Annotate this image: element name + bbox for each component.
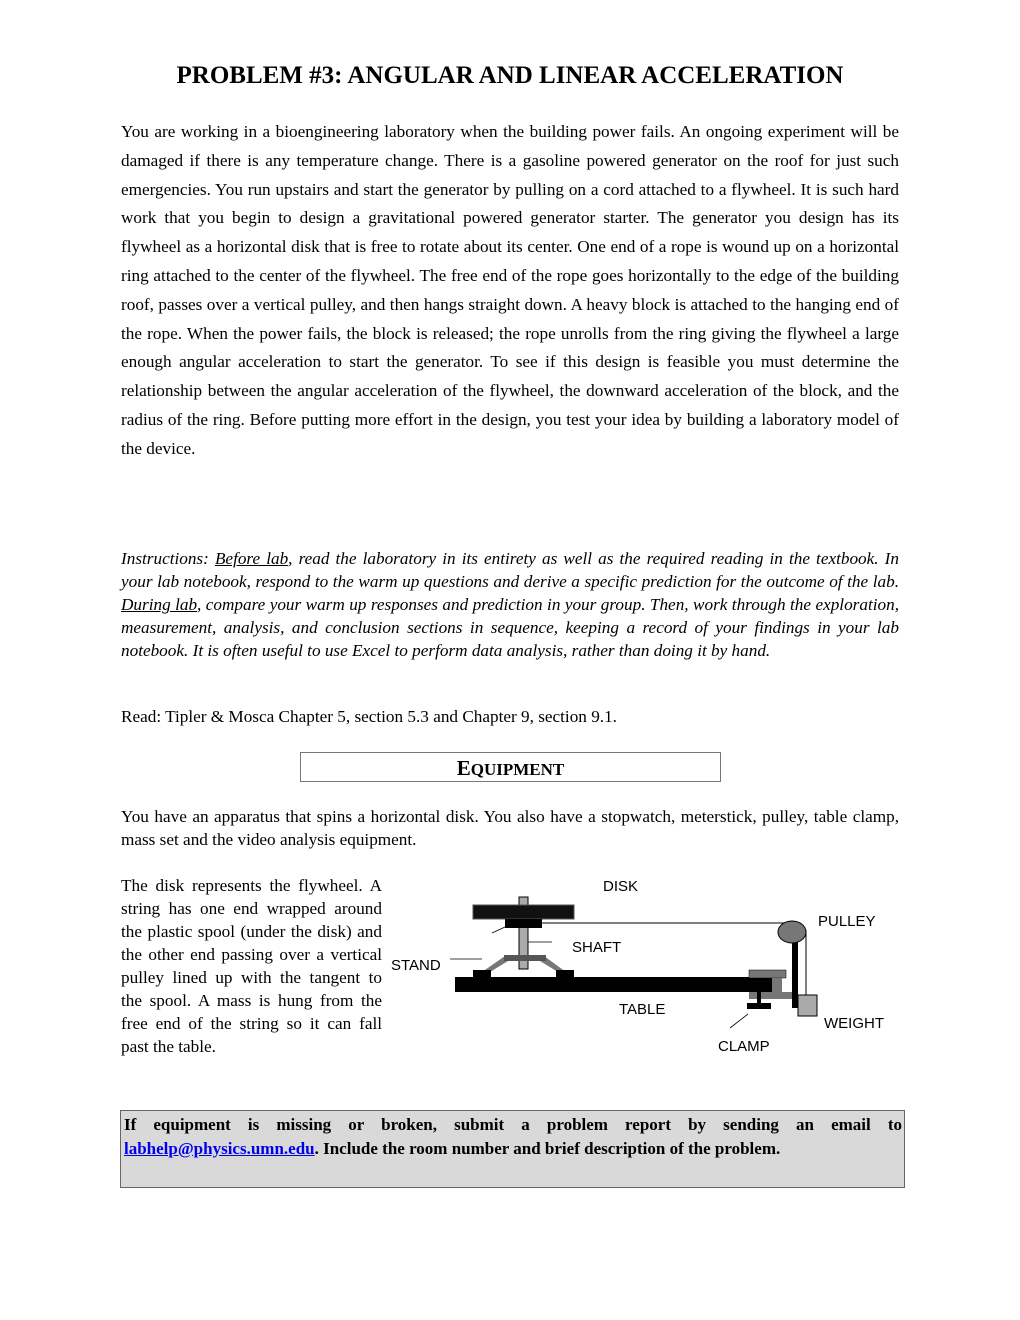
label-disk: DISK: [603, 878, 639, 895]
before-lab-text: Before lab: [214, 549, 289, 568]
label-clamp: CLAMP: [718, 1038, 770, 1055]
equipment-heading-rest: QUIPMENT: [470, 760, 565, 779]
during-lab-text: During lab: [121, 595, 198, 614]
instructions-part1: , read the laboratory in its entirety as well as the required reading in the textbook. In your lab notebook, respond to the warm up questions and derive a specific prediction for the outcome of the lab.: [121, 549, 899, 591]
label-shaft: SHAFT: [572, 939, 622, 956]
equipment-heading: [300, 752, 721, 782]
notice-text-end: . Include the room number and brief description of the problem.: [314, 1138, 781, 1158]
intro-paragraph: You are working in a bioengineering laboratory when the building power fails. An ongoing experiment will be damaged if there is any temperature change. There is a gasoline powered generator on the roof for just such emergencies. You run upstairs and start the generator by pulling on a cord attached to a flywheel. It is such hard work that you begin to design a gravitational powered generator starter. The generator you design has its flywheel as a horizontal disk that is free to rotate about its center. One end of a rope is wound up on a horizontal ring attached to the center of the flywheel. The free end of the rope goes horizontally to the edge of the building roof, passes over a vertical pulley, and then hangs straight down. A heavy block is attached to the hanging end of the rope. When the power fails, the block is released; the rope unrolls from the ring giving the flywheel a large enough angular acceleration to start the generator. To see if this design is feasible you must determine the relationship between the angular acceleration of the flywheel, the downward acceleration of the block, and the radius of the ring. Before putting more effort in the design, you test your idea by building a laboratory model of the device.: [121, 122, 899, 458]
notice-text: If equipment is missing or broken, submit a problem report by sending an email to: [124, 1115, 902, 1134]
label-weight: WEIGHT: [824, 1015, 884, 1032]
instructions-paragraph: [121, 547, 899, 662]
instructions-part2: , compare your warm up responses and prediction in your group. Then, work through the exploration, measurement, analysis, and conclusion sections in sequence, keeping a record of your findings in your lab notebook. It is often useful to use Excel to perform data analysis, rather than doing it by hand.: [121, 595, 899, 660]
instructions-lead: Instructions:: [121, 549, 215, 568]
equipment-problem-notice: [120, 1110, 905, 1188]
page-title: PROBLEM #3: ANGULAR AND LINEAR ACCELERATION: [176, 62, 844, 89]
label-stand: STAND: [391, 957, 441, 974]
equipment-heading-initial: E: [456, 756, 471, 780]
labhelp-email-link[interactable]: labhelp@physics.umn.edu: [124, 1138, 315, 1158]
apparatus-drawing: [380, 870, 920, 1070]
equipment-paragraph: You have an apparatus that spins a horizontal disk. You also have a stopwatch, meterstick, pulley, table clamp, mass set and the video analysis equipment.: [121, 807, 899, 849]
reading-assignment: Read: Tipler & Mosca Chapter 5, section 5.3 and Chapter 9, section 9.1.: [121, 707, 617, 726]
label-pulley: PULLEY: [818, 913, 876, 930]
apparatus-diagram: [380, 870, 920, 1070]
label-table: TABLE: [619, 1001, 666, 1018]
diagram-description: The disk represents the flywheel. A string has one end wrapped around the plastic spool (under the disk) and the other end passing over a vertical pulley lined up with the tangent to the spool. A mass is hung from the free end of the string so it can fall past the table.: [121, 876, 382, 1056]
